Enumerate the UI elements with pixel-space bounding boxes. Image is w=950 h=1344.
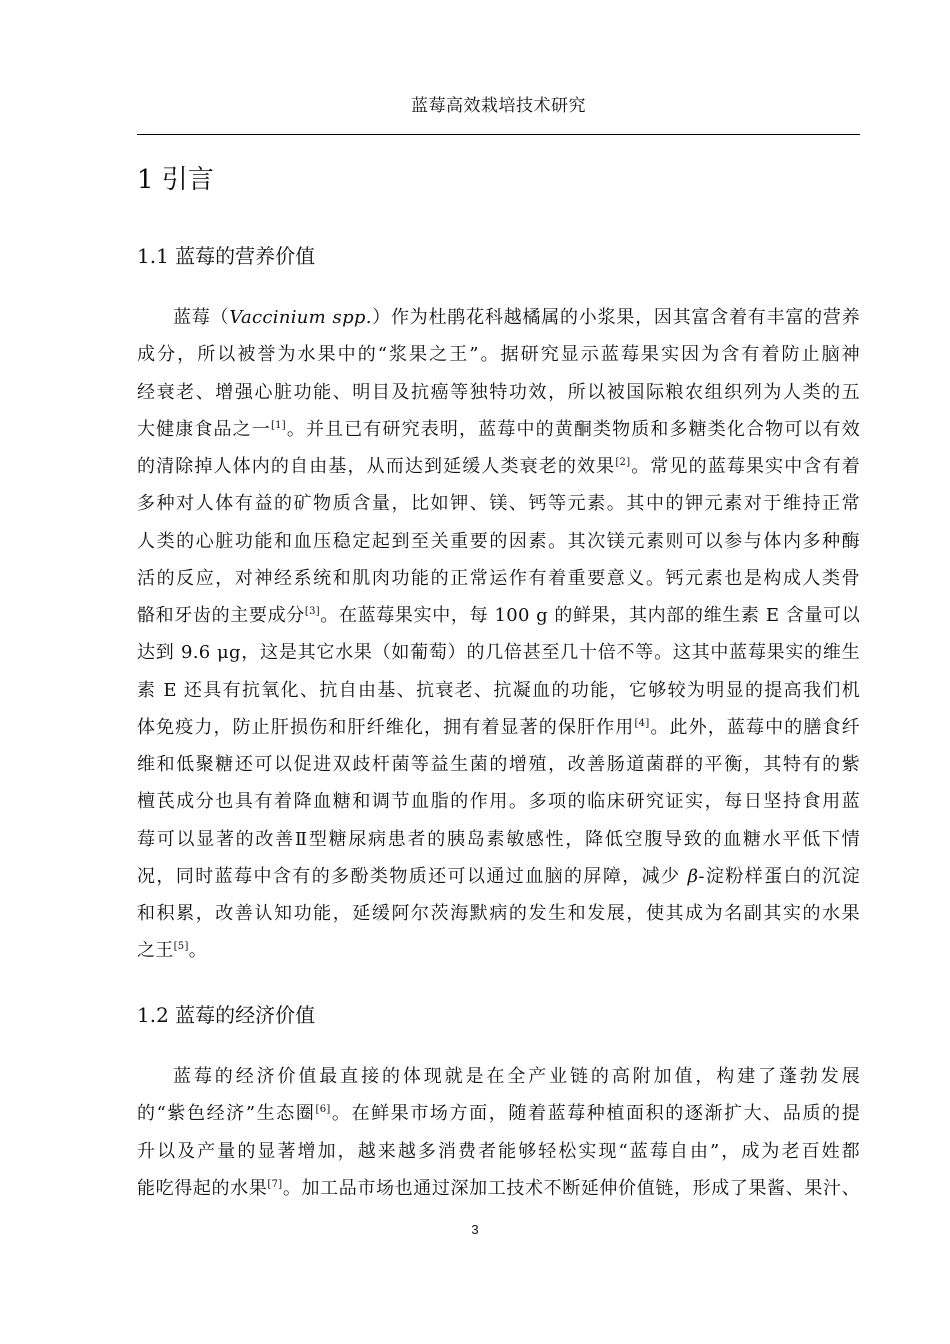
citation: [4] — [634, 718, 650, 729]
paragraph-line: 和积累，改善认知功能，延缓阿尔茨海默病的发生和发展，使其成为名副其实的水果 — [137, 903, 860, 924]
citation: [6] — [315, 1104, 331, 1115]
paragraph-line: 经衰老、增强心脏功能、明目及抗癌等独特功效，所以被国际粮农组织列为人类的五 — [137, 382, 860, 403]
paragraph-line: 的清除掉人体内的自由基，从而达到延缓人类衰老的效果[2]。常见的蓝莓果实中含有着 — [137, 456, 860, 477]
paragraph-line: 之王[5]。 — [137, 940, 207, 961]
citation: [7] — [267, 1179, 283, 1190]
citation: [5] — [173, 941, 189, 952]
citation: [1] — [270, 420, 287, 431]
paragraph-line: 素 E 还具有抗氧化、抗自由基、抗衰老、抗凝血的功能，它够较为明显的提高我们机 — [137, 680, 860, 701]
paragraph-line: 达到 9.6 μg，这是其它水果（如葡萄）的几倍甚至几十倍不等。这其中蓝莓果实的维生 — [137, 642, 860, 663]
paragraph-line: 檀芪成分也具有着降血糖和调节血脂的作用。多项的临床研究证实，每日坚持食用蓝 — [137, 791, 860, 812]
paragraph-line: 活的反应，对神经系统和肌肉功能的正常运作有着重要意义。钙元素也是构成人类骨 — [137, 568, 860, 589]
paragraph-line: 莓可以显著的改善Ⅱ型糖尿病患者的胰岛素敏感性，降低空腹导致的血糖水平低下情 — [137, 829, 860, 850]
page-number: 3 — [471, 1222, 479, 1237]
paragraph-line: 况，同时蓝莓中含有的多酚类物质还可以通过血脑的屏障，减少 β-淀粉样蛋白的沉淀 — [137, 866, 861, 887]
paragraph-line: 能吃得起的水果[7]。加工品市场也通过深加工技术不断延伸价值链，形成了果酱、果汁、 — [137, 1178, 860, 1199]
paragraph-line: 蓝莓的经济价值最直接的体现就是在全产业链的高附加值，构建了蓬勃发展 — [173, 1066, 860, 1087]
citation: [3] — [304, 606, 320, 617]
paragraph-line: 成分，所以被誉为水果中的“浆果之王”。据研究显示蓝莓果实因为含有着防止脑神 — [137, 344, 860, 365]
paragraph-line: 多种对人体有益的矿物质含量，比如钾、镁、钙等元素。其中的钾元素对于维持正常 — [137, 493, 860, 514]
paragraph-line: 体免疫力，防止肝损伤和肝纤维化，拥有着显著的保肝作用[4]。此外，蓝莓中的膳食纤 — [137, 717, 860, 738]
paragraph-line: 维和低聚糖还可以促进双歧杆菌等益生菌的增殖，改善肠道菌群的平衡，其特有的紫 — [137, 754, 860, 775]
paragraph-line: 升以及产量的显著增加，越来越多消费者能够轻松实现“蓝莓自由”，成为老百姓都 — [137, 1141, 860, 1162]
paragraph-line: 骼和牙齿的主要成分[3]。在蓝莓果实中，每 100 g 的鲜果，其内部的维生素 E 含量可以 — [137, 605, 860, 626]
section-heading-1-2: 1.2 蓝莓的经济价值 — [137, 1003, 316, 1027]
paragraph-line: 大健康食品之一[1]。并且已有研究表明，蓝莓中的黄酮类物质和多糖类化合物可以有效 — [137, 419, 860, 440]
paragraph-line: 的“紫色经济”生态圈[6]。在鲜果市场方面，随着蓝莓种植面积的逐渐扩大、品质的提 — [137, 1103, 860, 1124]
header-rule — [137, 134, 860, 135]
citation: [2] — [615, 457, 631, 468]
section-heading-1-1: 1.1 蓝莓的营养价值 — [137, 244, 316, 268]
paragraph-line: 人类的心脏功能和血压稳定起到至关重要的因素。其次镁元素则可以参与体内多种酶 — [137, 531, 860, 552]
chapter-heading: 1 引言 — [137, 165, 214, 195]
running-header: 蓝莓高效栽培技术研究 — [411, 96, 586, 116]
paragraph-line: 蓝莓（Vaccinium spp.）作为杜鹃花科越橘属的小浆果，因其富含着有丰富的营养 — [173, 307, 860, 328]
